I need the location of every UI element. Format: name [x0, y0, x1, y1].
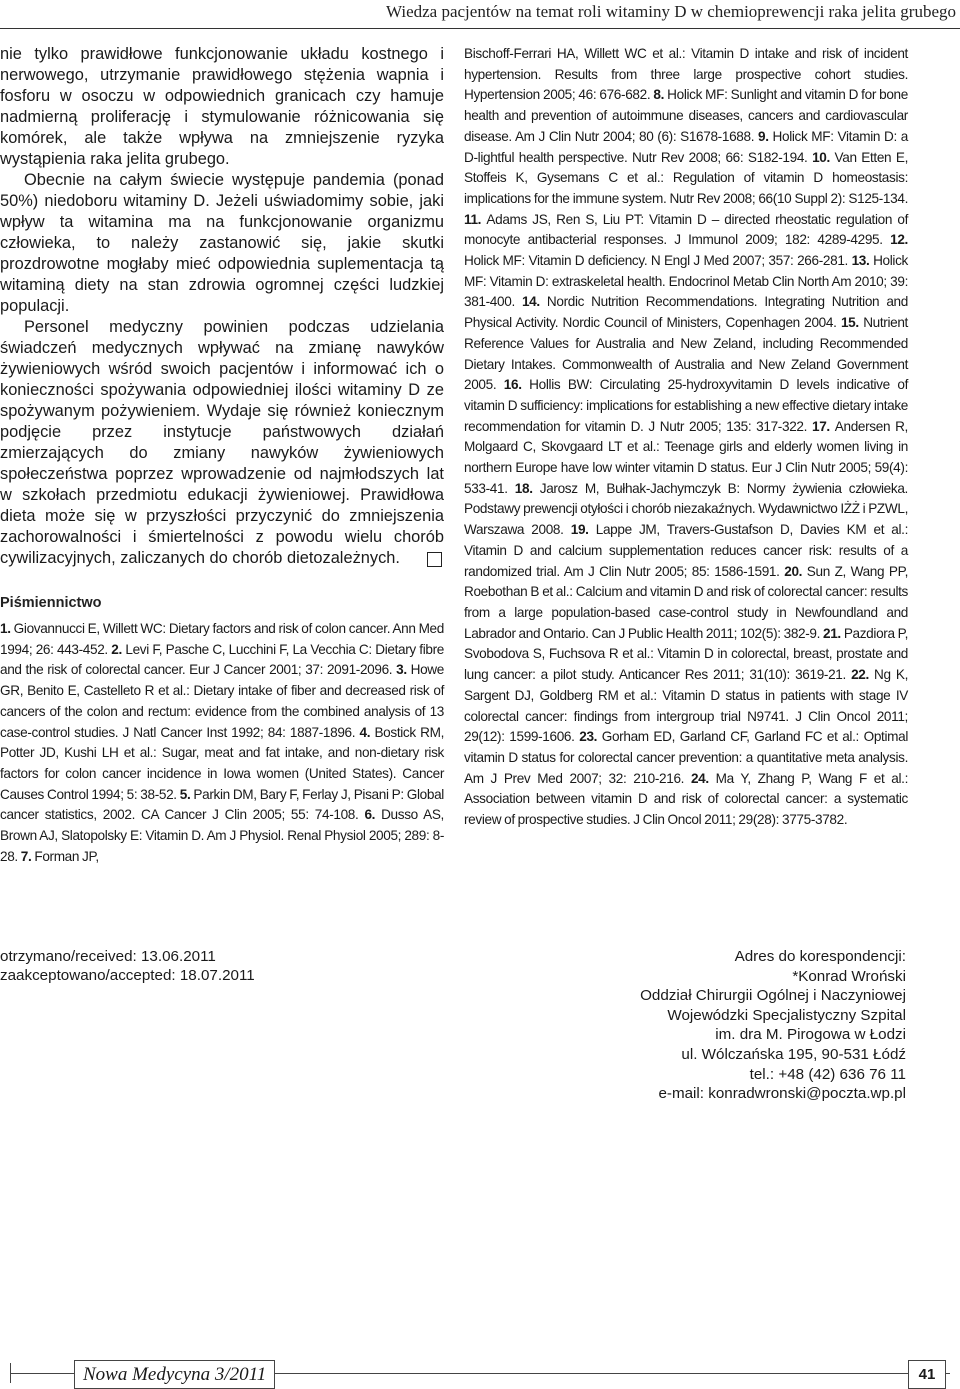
reference-text: Parkin DM, Bary F, Ferlay J, Pisani P: Global cancer statistics, 2002. CA Cancer J Clin 2005; 55: 74-108. [0, 786, 444, 823]
reference-number: 7. [20, 848, 35, 864]
reference-number: 10. [812, 149, 835, 165]
references-list-right [464, 44, 908, 831]
end-of-article-square [427, 552, 442, 567]
reference-number: 3. [396, 662, 411, 678]
reference-number: 23. [579, 729, 602, 745]
reference-number: 1. [0, 621, 14, 636]
reference-text: Gorham ED, Garland CF, Garland FC et al.: Optimal vitamin D status for colorectal cancer prevention: a quantitative meta analysis. Am J Prev Med 2007; 32: 210-216. [464, 729, 908, 786]
left-column [0, 44, 444, 867]
reference-text: Holick MF: Sunlight and vitamin D for bone health and prevention of autoimmune diseases, cancers and cardiovascular disease. Am J Clin Nutr 2004; 80 (6): S1678-1688. [464, 87, 908, 144]
reference-number: 24. [690, 770, 716, 786]
reference-number: 13. [851, 253, 874, 269]
reference-text: Sun Z, Wang PP, Roebothan B et al.: Calcium and vitamin D and risk of colorectal cancer: results from a large population-based case-control study in Newfoundland and Labrador and Ontario. Can J Public Health 2011; 102(5): 382-9. [464, 563, 909, 641]
received-date: otrzymano/received: 13.06.2011 [0, 948, 216, 965]
reference-number: 14. [521, 294, 547, 310]
reference-number: 17. [811, 418, 835, 434]
reference-text: Ma Y, Zhang P, Wang F et al.: Association between vitamin D and risk of colorectal cancer: a systematic review of prospective studies. J Clin Oncol 2011; 29(28): 3775-3782. [464, 770, 908, 828]
body-paragraph-3-text: Personel medyczny powinien podczas udzielania świadczeń medycznych wpływać na zmianę nawyków żywieniowych wśród swoich pacjentów i informować ich o konieczności spożywania odpowiedniej ilości witaminy D ze spożywanym pożywieniem. Wydaje się również koniecznym podjęcie przez instytucje państwowych działań zmierzających do zmiany nawyków żywieniowych społeczeństwa poprzez wprowadzenie od najmłodszych lat w szkołach przedmiotu edukacji żywieniowej. Prawidłowa dieta może się w przyszłości przyczynić do zmniejszenia zachorowalności i śmiertelności z powodu wielu chorób cywilizacyjnych, zaliczanych do chorób dietozależnych. [0, 318, 444, 567]
correspondence-address [640, 947, 906, 1104]
reference-text: Nordic Nutrition Recommendations. Integrating Nutrition and Physical Activity. Nordic Council of Ministers, Copenhagen 2004. [464, 294, 908, 331]
correspondence-email[interactable]: e-mail: konradwronski@poczta.wp.pl [658, 1085, 906, 1103]
correspondence-hospital-name: im. dra M. Pirogowa w Łodzi [715, 1026, 906, 1044]
reference-number: 5. [179, 786, 194, 802]
body-paragraph-3 [0, 317, 444, 569]
reference-text: Adams JS, Ren S, Liu PT: Vitamin D – directed rheostatic regulation of monocyte antibacterial responses. J Immunol 2009; 182: 4289-4295. [464, 211, 908, 248]
reference-number: 22. [851, 667, 875, 683]
reference-number: 12. [890, 232, 908, 248]
correspondence-name: *Konrad Wroński [792, 967, 906, 985]
reference-number: 11. [464, 211, 487, 227]
reference-number: 16. [503, 377, 530, 393]
reference-text: Holick MF: Vitamin D deficiency. N Engl J Med 2007; 357: 266-281. [464, 253, 852, 269]
references-list-left [0, 619, 444, 867]
right-column [464, 44, 908, 831]
header-rule [0, 28, 960, 29]
accepted-date: zaakceptowano/accepted: 18.07.2011 [0, 967, 255, 984]
reference-text: Pazdiora P, Svobodova S, Fuchsova R et al.: Vitamin D in colorectal, breast, prostate and lung cancer: a pilot study. Anticancer Res 2011; 31(10): 3619-21. [464, 625, 908, 683]
reference-text: Bostick RM, Potter JD, Kushi LH et al.: Sugar, meat and fat intake, and non-dietary risk factors for colon cancer incidence in Iowa women (United States). Cancer Causes Control 1994; 5: 38-52. [0, 724, 444, 802]
reference-text: Andersen R, Molgaard C, Skovgaard LT et al.: Teenage girls and elderly women living in northern Europe have low winter vitamin D status. Eur J Clin Nutr 2005; 59(4): 533-41. [464, 418, 908, 496]
correspondence-street: ul. Wólczańska 195, 90-531 Łódź [681, 1045, 906, 1063]
footer-left-tick [10, 1363, 11, 1383]
reference-text: Holick MF: Vitamin D: a D-lightful health perspective. Nutr Rev 2008; 66: S182-194. [464, 128, 908, 165]
reference-text: Bischoff-Ferrari HA, Willett WC et al.: Vitamin D intake and risk of incident hypertension. Results from three large prospective cohort studies. Hypertension 2005; 46: 676-682. [464, 46, 908, 103]
reference-number: 6. [364, 807, 382, 823]
references-heading: Piśmiennictwo [0, 595, 102, 611]
body-paragraph-1: nie tylko prawidłowe funkcjonowanie układu kostnego i nerwowego, utrzymanie prawidłowego stężenia wapnia i fosforu w osoczu w odpowiednich granicach czy hamuje nadmierną proliferację i stymulowanie różnicowania się komórek, ale także wpływa na zmniejszenie ryzyka wystąpienia raka jelita grubego. [0, 45, 444, 168]
body-paragraph-2: Obecnie na całym świecie występuje pandemia (ponad 50%) niedoboru witaminy D. Jeżeli uświadomimy sobie, jaki wpływ ta witamina ma na funkcjonowanie organizmu człowieka, to należy zastanowić się, jakie skutki prozdrowotne mogłaby mieć odpowiednia suplementacja tą witaminą diety na stan zdrowia ogromnej części ludzkiej populacji. [0, 171, 444, 315]
reference-item [464, 212, 908, 248]
reference-text: Howe GR, Benito E, Castelleto R et al.: Dietary intake of fiber and decreased risk of cancers of the colon and rectum: evidence from the combined analysis of 13 case-control studies. J Natl Cancer Inst 1992; 84: 1887-1896. [0, 662, 444, 740]
reference-text: Van Etten E, Stoffeis K, Gysemans C et al.: Regulation of vitamin D homeostasis: implications for the immune system. Nutr Rev 2008; 66(10 Suppl 2): S125-134. [464, 149, 908, 206]
reference-number: 21. [823, 625, 844, 641]
journal-name: Nowa Medycyna 3/2011 [74, 1360, 275, 1389]
page-footer [0, 1360, 960, 1389]
reference-text: Giovannucci E, Willett WC: Dietary factors and risk of colon cancer. Ann Med 1994; 26: 443-452. [0, 621, 444, 657]
reference-number: 18. [514, 480, 540, 496]
submission-dates [0, 947, 255, 985]
reference-text: Ng K, Sargent DJ, Goldberg RM et al.: Vitamin D status in patients with stage IV colorectal cancer: findings from intergroup trial N9741. J Clin Oncol 2011; 29(12): 1599-1606. [464, 667, 908, 745]
correspondence-department: Oddział Chirurgii Ogólnej i Naczyniowej [640, 987, 906, 1005]
running-title: Wiedza pacjentów na temat roli witaminy D w chemioprewencji raka jelita grubego [385, 2, 956, 21]
reference-text: Nutrient Reference Values for Australia and New Zeland, including Recommended Dietary Intakes. Commonwealth of Australia and New Zeland Government 2005. [464, 315, 908, 393]
reference-text: Holick MF: Vitamin D: extraskeletal health. Endocrinol Metab Clin North Am 2010; 39: 381-400. [464, 253, 908, 310]
reference-number: 20. [784, 563, 807, 579]
reference-number: 4. [359, 724, 375, 740]
reference-text: Lappe JM, Travers-Gustafson D, Davies KM et al.: Vitamin D and calcium supplementation reduces cancer risk: results of a randomized trial. Am J Clin Nutr 2005; 85: 1586-1591. [464, 522, 909, 579]
reference-number: 15. [840, 315, 864, 331]
reference-number: 8. [653, 87, 668, 103]
reference-text: Forman JP, [34, 848, 99, 864]
reference-number: 2. [111, 641, 126, 657]
reference-text: Jarosz M, Bułhak-Jachymczyk B: Normy żywienia człowieka. Podstawy prewencji otyłości i chorób niezakaźnych. Wydawnictwo IŻŻ i PZWL, Warszawa 2008. [464, 480, 908, 538]
page-number: 41 [908, 1360, 946, 1389]
reference-text: Hollis BW: Circulating 25-hydroxyvitamin D levels indicative of vitamin D sufficiency: implications for establishing a new effective dietary intake recommendation for vitamin D. J Nutr 2005; 135: 317-322. [464, 377, 908, 434]
reference-number: 19. [570, 522, 596, 538]
correspondence-hospital: Wojewódzki Specjalistyczny Szpital [667, 1006, 906, 1024]
reference-item [21, 849, 99, 864]
correspondence-heading: Adres do korespondencji: [734, 948, 906, 965]
reference-text: Dusso AS, Brown AJ, Slatopolsky E: Vitamin D. Am J Physiol. Renal Physiol 2005; 289: 8-28. [0, 807, 444, 864]
correspondence-phone: tel.: +48 (42) 636 76 11 [749, 1065, 906, 1083]
reference-text: Levi F, Pasche C, Lucchini F, La Vecchia C: Dietary fibre and the risk of colorectal cancer. Eur J Cancer 2001; 37: 2091-2096. [0, 641, 444, 678]
reference-number: 9. [758, 128, 773, 144]
